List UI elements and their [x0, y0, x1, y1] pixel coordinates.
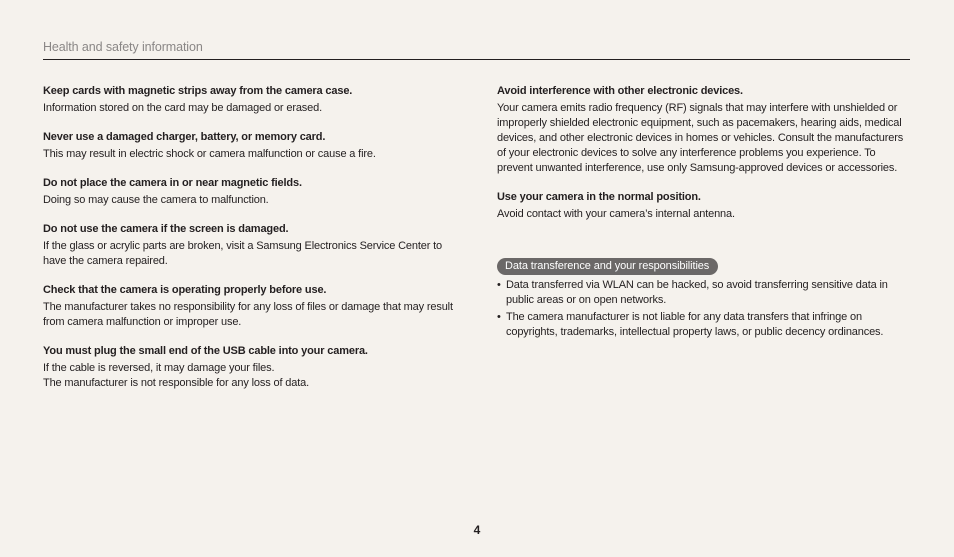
right-column — [497, 84, 910, 342]
bullet-text: The camera manufacturer is not liable for any data transfers that infringe on copyrights, trademarks, intellectual property laws, or public decency ordinances. — [506, 311, 884, 338]
safety-item-body: Your camera emits radio frequency (RF) signals that may interfere with unshielded or improperly shielded electronic equipment, such as pacemakers, hearing aids, medical devices, and other electronic devices in homes or vehicles. Consult the manufacturers of your electronic devices to solve any interference problems you experience. To prevent unwanted interference, use only Samsung-approved devices or accessories. — [497, 102, 904, 174]
safety-item-body: If the cable is reversed, it may damage your files. The manufacturer is not responsible for any loss of data. — [43, 362, 309, 389]
bullet-text: Data transferred via WLAN can be hacked, so avoid transferring sensitive data in public areas or on open networks. — [506, 279, 888, 306]
safety-item — [497, 84, 910, 176]
bullet-icon: • — [497, 279, 501, 291]
bullet-icon: • — [497, 311, 501, 323]
safety-item — [43, 130, 458, 162]
safety-item-body: If the glass or acrylic parts are broken, visit a Samsung Electronics Service Center to have the camera repaired. — [43, 240, 443, 267]
safety-item — [43, 283, 458, 330]
safety-item-body: Information stored on the card may be damaged or erased. — [43, 102, 322, 114]
safety-item — [43, 84, 458, 116]
safety-item-body: Avoid contact with your camera’s internal antenna. — [497, 208, 735, 220]
bullet-item — [497, 278, 910, 308]
safety-item-title: You must plug the small end of the USB cable into your camera. — [43, 345, 368, 357]
safety-item-body: Doing so may cause the camera to malfunction. — [43, 194, 269, 206]
safety-item-title: Do not place the camera in or near magnetic fields. — [43, 177, 302, 189]
left-column — [43, 84, 458, 405]
page-number: 4 — [473, 523, 481, 537]
page-header-title: Health and safety information — [43, 40, 203, 54]
safety-item — [43, 344, 458, 391]
bullet-item — [497, 310, 910, 340]
safety-item-title: Keep cards with magnetic strips away from the camera case. — [43, 85, 353, 97]
safety-item-title: Do not use the camera if the screen is damaged. — [43, 223, 289, 235]
safety-item-body: The manufacturer takes no responsibility for any loss of files or damage that may result from camera malfunction or improper use. — [43, 301, 453, 328]
safety-item-body: This may result in electric shock or camera malfunction or cause a fire. — [43, 148, 376, 160]
safety-item-title: Check that the camera is operating properly before use. — [43, 284, 327, 296]
header-divider — [43, 59, 910, 60]
responsibility-bullet-list — [497, 278, 910, 340]
safety-item-title: Never use a damaged charger, battery, or memory card. — [43, 131, 326, 143]
safety-item-title: Use your camera in the normal position. — [497, 191, 701, 203]
safety-item — [497, 190, 910, 222]
safety-item — [43, 176, 458, 208]
section-heading-badge: Data transference and your responsibilities — [497, 258, 718, 275]
safety-item-title: Avoid interference with other electronic devices. — [497, 85, 743, 97]
safety-item — [43, 222, 458, 269]
